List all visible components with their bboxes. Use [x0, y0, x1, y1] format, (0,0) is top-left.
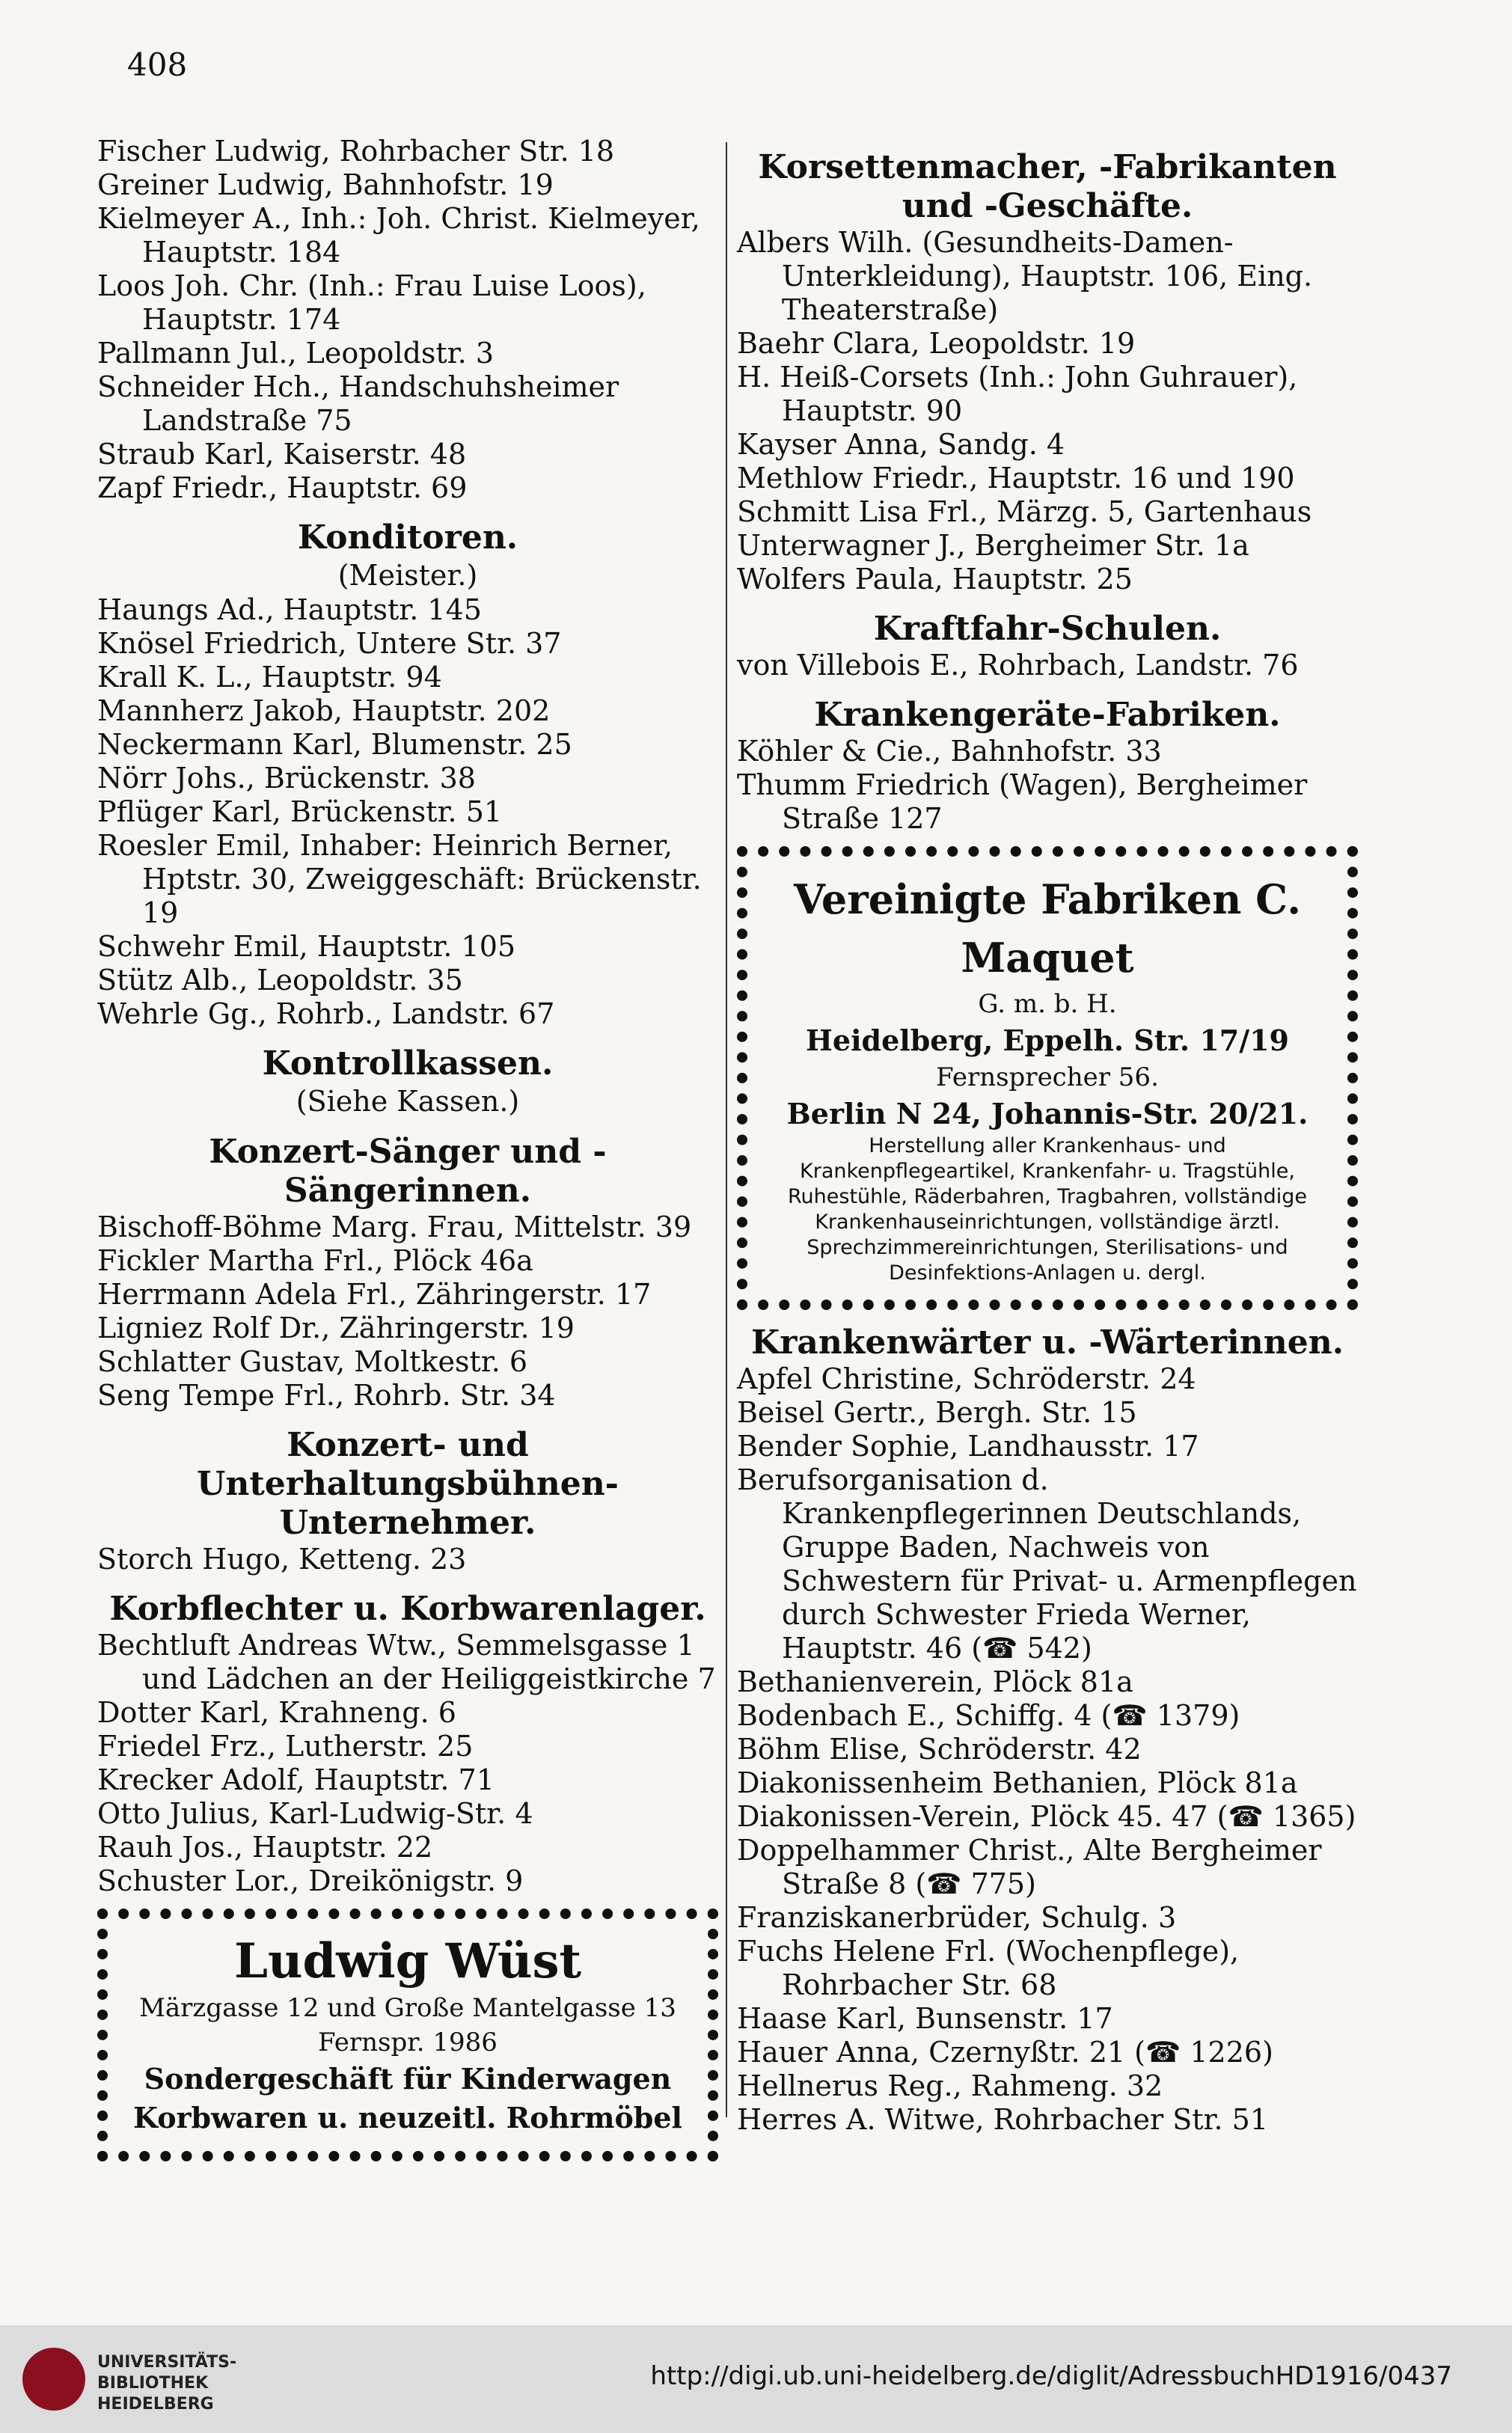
directory-entry: Knösel Friedrich, Untere Str. 37: [97, 627, 562, 660]
directory-entry: Fickler Martha Frl., Plöck 46a: [97, 1244, 533, 1277]
directory-entry: Roesler Emil, Inhaber: Heinrich Berner, Hptstr. 30, Zweiggeschäft: Brückenstr. 19: [97, 829, 702, 929]
section-heading: Konzert-Sänger und -Sängerinnen.: [209, 1133, 607, 1210]
directory-entry: Schmitt Lisa Frl., Märzg. 5, Gartenhaus: [737, 495, 1312, 528]
library-name: [97, 2352, 236, 2415]
section-note: (Meister.): [337, 559, 478, 592]
directory-entry: Doppelhammer Christ., Alte Bergheimer Straße 8 (☎ 775): [737, 1834, 1322, 1900]
directory-entry: Beisel Gertr., Bergh. Str. 15: [737, 1396, 1137, 1429]
right-list-top: [737, 148, 1358, 836]
column-divider: [726, 142, 727, 2117]
ad-ludwig-wuest: [97, 1909, 718, 2161]
directory-entry: Diakonissen-Verein, Plöck 45. 47 (☎ 1365): [737, 1800, 1356, 1833]
directory-entry: Schwehr Emil, Hauptstr. 105: [97, 930, 516, 963]
library-name-line: HEIDELBERG: [97, 2395, 214, 2414]
directory-entry: Thumm Friedrich (Wagen), Bergheimer Straße 127: [737, 768, 1308, 835]
section-heading: Korbflechter u. Korbwarenlager.: [109, 1590, 706, 1628]
ad-subtitle: G. m. b. H.: [978, 989, 1117, 1019]
directory-entry: Mannherz Jakob, Hauptstr. 202: [97, 694, 551, 727]
directory-entry: H. Heiß-Corsets (Inh.: John Guhrauer), Hauptstr. 90: [737, 361, 1298, 427]
directory-entry: Krall K. L., Hauptstr. 94: [97, 661, 442, 694]
ad-maquet: [737, 846, 1358, 1310]
directory-entry: Neckermann Karl, Blumenstr. 25: [97, 728, 572, 761]
ad-line-2: Korbwaren u. neuzeitl. Rohrmöbel: [133, 2101, 682, 2134]
directory-entry: Hauer Anna, Czernyßtr. 21 (☎ 1226): [737, 2036, 1273, 2069]
directory-entry: Loos Joh. Chr. (Inh.: Frau Luise Loos), Hauptstr. 174: [97, 269, 646, 336]
left-list: [97, 135, 718, 1898]
directory-entry: Franziskanerbrüder, Schulg. 3: [737, 1901, 1177, 1934]
directory-entry: Stütz Alb., Leopoldstr. 35: [97, 964, 463, 997]
directory-entry: Bechtluft Andreas Wtw., Semmelsgasse 1 und Lädchen an der Heiliggeistkirche 7: [97, 1629, 716, 1695]
directory-entry: Fischer Ludwig, Rohrbacher Str. 18: [97, 135, 615, 168]
directory-entry: Friedel Frz., Lutherstr. 25: [97, 1730, 474, 1763]
directory-entry: Köhler & Cie., Bahnhofstr. 33: [737, 735, 1162, 768]
directory-entry: Rauh Jos., Hauptstr. 22: [97, 1831, 433, 1864]
ad-phone: Fernsprecher 56.: [936, 1062, 1159, 1092]
directory-entry: Greiner Ludwig, Bahnhofstr. 19: [97, 168, 554, 201]
directory-entry: Dotter Karl, Krahneng. 6: [97, 1696, 456, 1729]
left-column: [97, 135, 718, 2172]
section-heading: Korsettenmacher, -Fabrikanten und -Geschäfte.: [758, 148, 1337, 225]
directory-entry: Böhm Elise, Schröderstr. 42: [737, 1733, 1142, 1766]
directory-entry: Schuster Lor., Dreikönigstr. 9: [97, 1864, 524, 1897]
page-number: 408: [127, 46, 188, 83]
directory-entry: Krecker Adolf, Hauptstr. 71: [97, 1763, 495, 1796]
ad-title: Vereinigte Fabriken C. Maquet: [793, 875, 1301, 982]
directory-entry: Bethanienverein, Plöck 81a: [737, 1665, 1133, 1698]
ad-city-2: Berlin N 24, Johannis-Str. 20/21.: [786, 1097, 1309, 1130]
section-note: (Siehe Kassen.): [296, 1085, 520, 1118]
section-heading: Konzert- und Unterhaltungsbühnen-Unternehmer.: [197, 1426, 619, 1542]
directory-entry: Fuchs Helene Frl. (Wochenpflege), Rohrbacher Str. 68: [737, 1935, 1240, 2001]
ad-line-1: Sondergeschäft für Kinderwagen: [144, 2062, 672, 2096]
ad-address: Märzgasse 12 und Große Mantelgasse 13: [139, 1993, 676, 2023]
directory-entry: Schlatter Gustav, Moltkestr. 6: [97, 1345, 528, 1378]
directory-entry: Kielmeyer A., Inh.: Joh. Christ. Kielmeyer, Hauptstr. 184: [97, 202, 700, 269]
directory-entry: Kayser Anna, Sandg. 4: [737, 428, 1065, 461]
directory-entry: Haungs Ad., Hauptstr. 145: [97, 593, 482, 626]
directory-entry: Herres A. Witwe, Rohrbacher Str. 51: [737, 2103, 1269, 2136]
directory-entry: Bodenbach E., Schiffg. 4 (☎ 1379): [737, 1699, 1240, 1732]
right-column: [737, 135, 1358, 2137]
section-heading: Konditoren.: [297, 518, 518, 557]
directory-entry: Otto Julius, Karl-Ludwig-Str. 4: [97, 1797, 533, 1830]
directory-entry: Albers Wilh. (Gesundheits-Damen-Unterkleidung), Hauptstr. 106, Eing. Theaterstraße): [737, 226, 1313, 326]
directory-entry: Wolfers Paula, Hauptstr. 25: [737, 563, 1133, 596]
footer-bar: [0, 2325, 1512, 2433]
directory-entry: Methlow Friedr., Hauptstr. 16 und 190: [737, 462, 1295, 495]
library-name-line: UNIVERSITÄTS-: [97, 2353, 237, 2372]
directory-entry: Zapf Friedr., Hauptstr. 69: [97, 471, 468, 504]
directory-entry: Schneider Hch., Handschuhsheimer Landstraße 75: [97, 370, 619, 437]
ad-description: Herstellung aller Krankenhaus- und Krankenpflegeartikel, Krankenfahr- u. Tragstühle, Ruhestühle, Räderbahren, Tragbahren, vollständige Krankenhauseinrichtungen, vollständige ärztl. Sprechzimmereinrichtungen, Sterilisations- und Desinfektions-Anlagen u. dergl.: [788, 1134, 1307, 1285]
directory-entry: Apfel Christine, Schröderstr. 24: [737, 1362, 1196, 1395]
directory-entry: Hellnerus Reg., Rahmeng. 32: [737, 2069, 1163, 2102]
section-heading: Krankenwärter u. -Wärterinnen.: [750, 1323, 1344, 1362]
directory-entry: Haase Karl, Bunsenstr. 17: [737, 2002, 1113, 2035]
ad-title: Ludwig Wüst: [233, 1933, 582, 1989]
right-list-bottom: [737, 1323, 1358, 2137]
directory-entry: Unterwagner J., Bergheimer Str. 1a: [737, 529, 1249, 562]
directory-entry: Baehr Clara, Leopoldstr. 19: [737, 327, 1136, 360]
ad-phone: Fernspr. 1986: [318, 2028, 498, 2057]
directory-entry: Herrmann Adela Frl., Zähringerstr. 17: [97, 1278, 652, 1311]
directory-entry: Diakonissenheim Bethanien, Plöck 81a: [737, 1766, 1298, 1799]
directory-entry: Seng Tempe Frl., Rohrb. Str. 34: [97, 1379, 556, 1412]
directory-entry: Storch Hugo, Ketteng. 23: [97, 1543, 467, 1576]
source-url[interactable]: http://digi.ub.uni-heidelberg.de/diglit/AdressbuchHD1916/0437: [650, 2361, 1452, 2391]
library-logo: [22, 2348, 85, 2411]
section-heading: Kontrollkassen.: [262, 1044, 554, 1083]
directory-entry: Bischoff-Böhme Marg. Frau, Mittelstr. 39: [97, 1211, 692, 1243]
directory-entry: Pflüger Karl, Brückenstr. 51: [97, 795, 503, 828]
directory-entry: Pallmann Jul., Leopoldstr. 3: [97, 337, 495, 370]
directory-entry: Nörr Johs., Brückenstr. 38: [97, 762, 476, 795]
section-heading: Kraftfahr-Schulen.: [873, 610, 1222, 648]
directory-entry: Berufsorganisation d. Krankenpflegerinnen Deutschlands, Gruppe Baden, Nachweis von Schwestern für Privat- u. Armenpflegen durch Schwester Frieda Werner, Hauptstr. 46 (☎ 542): [737, 1463, 1357, 1665]
ad-city-1: Heidelberg, Eppelh. Str. 17/19: [806, 1023, 1289, 1057]
library-name-line: BIBLIOTHEK: [97, 2374, 209, 2393]
directory-entry: Ligniez Rolf Dr., Zähringerstr. 19: [97, 1312, 575, 1344]
directory-entry: von Villebois E., Rohrbach, Landstr. 76: [737, 649, 1299, 682]
directory-entry: Wehrle Gg., Rohrb., Landstr. 67: [97, 997, 555, 1030]
directory-entry: Straub Karl, Kaiserstr. 48: [97, 438, 467, 471]
directory-entry: Bender Sophie, Landhausstr. 17: [737, 1430, 1199, 1463]
section-heading: Krankengeräte-Fabriken.: [814, 696, 1281, 734]
